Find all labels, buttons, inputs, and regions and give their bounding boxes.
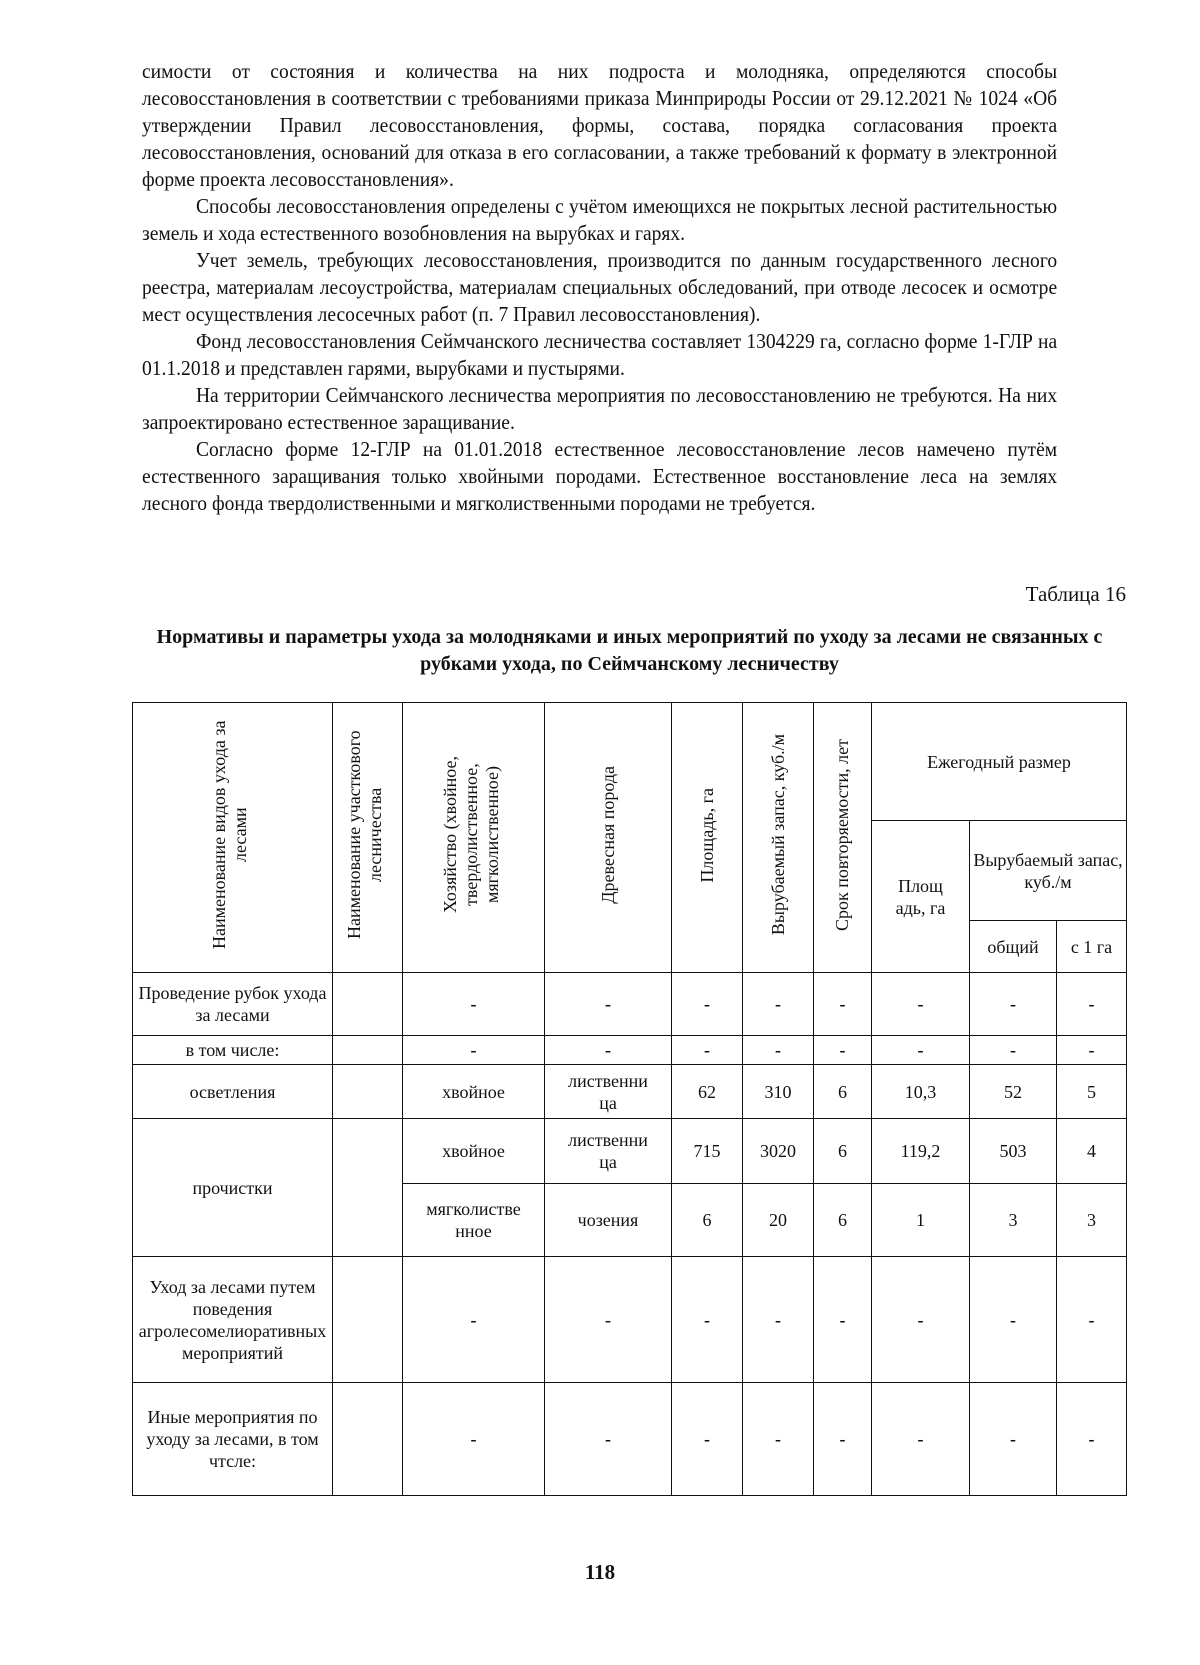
cell-volume: 310 — [743, 1065, 814, 1119]
cell-annual-total: - — [970, 1257, 1057, 1383]
cell-annual-per-ha: - — [1057, 973, 1127, 1036]
cell-area: - — [672, 973, 743, 1036]
table-row — [133, 1257, 1127, 1383]
cell-volume: 20 — [743, 1184, 814, 1257]
cell-economy: - — [403, 1383, 545, 1496]
header-annual-volume: Вырубаемый запас, куб./м — [970, 821, 1127, 921]
cell-annual-per-ha: 3 — [1057, 1184, 1127, 1257]
cell-care-type: Иные мероприятия по уходу за лесами, в том чтсле: — [133, 1383, 333, 1496]
cell-area: 6 — [672, 1184, 743, 1257]
table-number-label: Таблица 16 — [1025, 582, 1126, 606]
cell-care-type: Уход за лесами путем поведения агролесомелиоративных мероприятий — [133, 1257, 333, 1383]
cell-annual-per-ha: - — [1057, 1036, 1127, 1065]
cell-annual-per-ha: 4 — [1057, 1119, 1127, 1184]
paragraph-natural-regeneration: Согласно форме 12-ГЛР на 01.01.2018 естественное лесовосстановление лесов намечено путём естественного заращивания только хвойными породами. Естественное восстановление леса на землях лесного фонда твердолиственными и мягколиственными породами не требуется. — [142, 437, 1058, 515]
cell-economy: хвойное — [403, 1119, 545, 1184]
cell-period: - — [814, 1036, 872, 1065]
cell-district — [333, 973, 403, 1036]
header-annual: Ежегодный размер — [872, 703, 1127, 821]
header-row-1 — [133, 703, 1127, 821]
cell-volume: - — [743, 973, 814, 1036]
cell-annual-area: - — [872, 1383, 970, 1496]
header-species: Древесная порода — [545, 703, 672, 973]
cell-economy: - — [403, 1036, 545, 1065]
cell-volume: 3020 — [743, 1119, 814, 1184]
cell-species: - — [545, 1036, 672, 1065]
cell-annual-total: 3 — [970, 1184, 1057, 1257]
cell-area: - — [672, 1036, 743, 1065]
cell-period: 6 — [814, 1065, 872, 1119]
header-annual-area: Площадь, га — [872, 821, 970, 973]
cell-district — [333, 1036, 403, 1065]
header-district: Наименование участкового лесничества — [333, 703, 403, 973]
cell-area: - — [672, 1383, 743, 1496]
cell-economy: хвойное — [403, 1065, 545, 1119]
header-volume: Вырубаемый запас, куб./м — [743, 703, 814, 973]
cell-annual-total: 52 — [970, 1065, 1057, 1119]
cell-species: - — [545, 973, 672, 1036]
paragraph-methods: Способы лесовосстановления определены с учётом имеющихся не покрытых лесной растительностью земель и хода естественного возобновления на вырубках и гарях. — [142, 194, 1058, 245]
table-title: Нормативы и параметры ухода за молодняками и иных мероприятий по уходу за лесами не связанных с рубками ухода, по Сеймчанскому лесничеству — [156, 626, 1103, 675]
cell-period: - — [814, 1383, 872, 1496]
cell-district — [333, 1257, 403, 1383]
cell-economy: - — [403, 1257, 545, 1383]
paragraph-fund: Фонд лесовосстановления Сеймчанского лесничества составляет 1304229 га, согласно форме 1-ГЛР на 01.1.2018 и представлен гарями, вырубками и пустырями. — [142, 329, 1058, 380]
cell-annual-total: - — [970, 1036, 1057, 1065]
cell-species: лиственница — [545, 1065, 672, 1119]
cell-annual-area: 1 — [872, 1184, 970, 1257]
cell-annual-area: - — [872, 973, 970, 1036]
cell-volume: - — [743, 1036, 814, 1065]
cell-area: 715 — [672, 1119, 743, 1184]
cell-annual-area: 10,3 — [872, 1065, 970, 1119]
paragraph-territory: На территории Сеймчанского лесничества мероприятия по лесовосстановлению не требуются. На них запроектировано естественное заращивание. — [142, 383, 1058, 434]
cell-district — [333, 1383, 403, 1496]
cell-annual-total: 503 — [970, 1119, 1057, 1184]
care-norms-table — [132, 702, 1127, 1496]
cell-district — [333, 1065, 403, 1119]
cell-care-type: Проведение рубок ухода за лесами — [133, 973, 333, 1036]
body-text — [142, 58, 1057, 517]
header-annual-volume-per-ha: с 1 га — [1057, 921, 1127, 973]
cell-period: 6 — [814, 1184, 872, 1257]
table-row — [133, 1383, 1127, 1496]
cell-economy: мягколиственное — [403, 1184, 545, 1257]
cell-district — [333, 1119, 403, 1257]
cell-period: - — [814, 1257, 872, 1383]
cell-annual-per-ha: - — [1057, 1257, 1127, 1383]
header-area: Площадь, га — [672, 703, 743, 973]
paragraph-land-accounting: Учет земель, требующих лесовосстановления, производится по данным государственного лесного реестра, материалам лесоустройства, материалам специальных обследований, при отводе лесосек и осмотре мест осуществления лесосечных работ (п. 7 Правил лесовосстановления). — [142, 248, 1058, 326]
cell-annual-total: - — [970, 1383, 1057, 1496]
paragraph-continuation: симости от состояния и количества на них подроста и молодняка, определяются способы лесовосстановления в соответствии с требованиями приказа Минприроды России от 29.12.2021 № 1024 «Об утверждении Правил лесовосстановления, формы, состава, порядка согласования проекта лесовосстановления, оснований для отказа в его согласовании, а также требований к формату в электронной форме проекта лесовосстановления». — [142, 59, 1058, 191]
header-period: Срок повторяемости, лет — [814, 703, 872, 973]
cell-annual-per-ha: - — [1057, 1383, 1127, 1496]
cell-area: 62 — [672, 1065, 743, 1119]
table-row — [133, 1036, 1127, 1065]
cell-annual-area: - — [872, 1036, 970, 1065]
cell-period: 6 — [814, 1119, 872, 1184]
cell-annual-total: - — [970, 973, 1057, 1036]
header-economy: Хозяйство (хвойное, твердолиственное, мягколиственное) — [403, 703, 545, 973]
cell-care-type: осветления — [133, 1065, 333, 1119]
cell-species: - — [545, 1257, 672, 1383]
cell-period: - — [814, 973, 872, 1036]
cell-species: лиственница — [545, 1119, 672, 1184]
cell-care-type: прочистки — [133, 1119, 333, 1257]
cell-species: - — [545, 1383, 672, 1496]
cell-annual-per-ha: 5 — [1057, 1065, 1127, 1119]
table-row — [133, 1065, 1127, 1119]
page-number: 118 — [584, 1560, 616, 1584]
cell-care-type: в том числе: — [133, 1036, 333, 1065]
cell-economy: - — [403, 973, 545, 1036]
cell-area: - — [672, 1257, 743, 1383]
cell-annual-area: 119,2 — [872, 1119, 970, 1184]
table-row — [133, 1119, 1127, 1184]
header-care-type: Наименование видов ухода за лесами — [133, 703, 333, 973]
cell-volume: - — [743, 1383, 814, 1496]
cell-volume: - — [743, 1257, 814, 1383]
cell-species: чозения — [545, 1184, 672, 1257]
header-annual-volume-total: общий — [970, 921, 1057, 973]
table-row — [133, 973, 1127, 1036]
cell-annual-area: - — [872, 1257, 970, 1383]
